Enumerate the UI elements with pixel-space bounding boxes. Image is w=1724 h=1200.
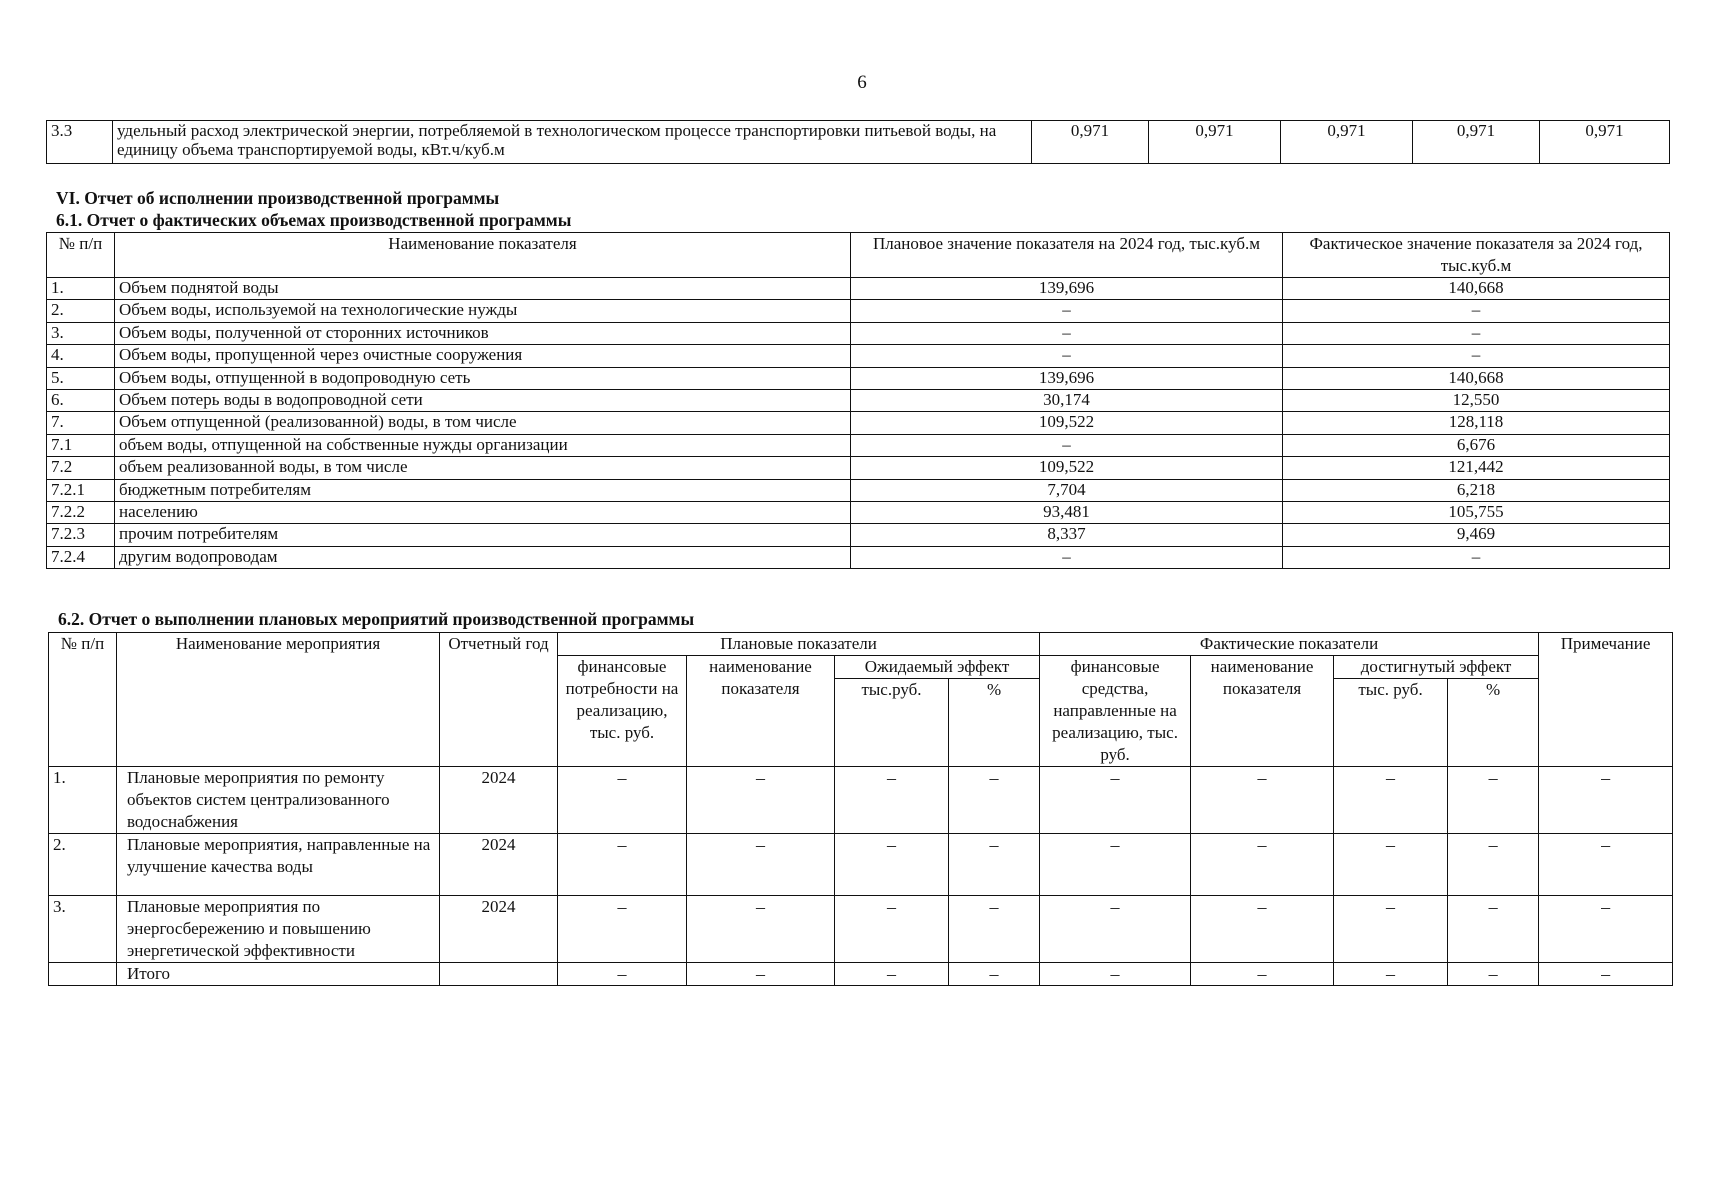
value-cell: – — [1539, 834, 1673, 896]
fact-value: 128,118 — [1283, 412, 1670, 434]
fact-value: – — [1283, 546, 1670, 568]
table-row — [49, 963, 1673, 986]
table-row — [47, 434, 1670, 456]
row-number: 7.2.1 — [47, 479, 115, 501]
fact-value: – — [1283, 345, 1670, 367]
table-row — [47, 121, 1670, 164]
report-year — [440, 963, 558, 986]
report-year: 2024 — [440, 896, 558, 963]
value-cell: – — [949, 834, 1040, 896]
row-number: 3. — [49, 896, 117, 963]
indicator-value: 0,971 — [1032, 121, 1149, 164]
table-header-row — [49, 633, 1673, 656]
row-number: 7.2 — [47, 457, 115, 479]
row-number: 5. — [47, 367, 115, 389]
value-cell: – — [558, 963, 687, 986]
table-row — [47, 546, 1670, 568]
subsection-title-6-1: 6.1. Отчет о фактических объемах производственной программы — [56, 210, 572, 230]
value-cell: – — [1191, 896, 1334, 963]
plan-value: 139,696 — [851, 367, 1283, 389]
table-row — [47, 389, 1670, 411]
row-number: 7.2.3 — [47, 524, 115, 546]
table-row — [49, 896, 1673, 963]
value-cell: – — [1334, 834, 1448, 896]
header-name: Наименование показателя — [115, 233, 851, 278]
value-cell: – — [1191, 834, 1334, 896]
indicator-value: 0,971 — [1540, 121, 1670, 164]
measure-name: Итого — [117, 963, 440, 986]
indicator-value: 0,971 — [1413, 121, 1540, 164]
header-fact-group: Фактические показатели — [1040, 633, 1539, 656]
report-year: 2024 — [440, 834, 558, 896]
header-fact-effect: достигнутый эффект — [1334, 656, 1539, 679]
table-row — [47, 412, 1670, 434]
value-cell: – — [558, 834, 687, 896]
header-year: Отчетный год — [440, 633, 558, 767]
fact-value: 9,469 — [1283, 524, 1670, 546]
row-number: 2. — [47, 300, 115, 322]
row-number: 7. — [47, 412, 115, 434]
value-cell: – — [687, 834, 835, 896]
indicator-name: Объем поднятой воды — [115, 278, 851, 300]
table-row — [47, 345, 1670, 367]
measure-name: Плановые мероприятия, направленные на улучшение качества воды — [117, 834, 440, 896]
header-plan: Плановое значение показателя на 2024 год, тыс.куб.м — [851, 233, 1283, 278]
indicator-name: Объем воды, используемой на технологические нужды — [115, 300, 851, 322]
fact-value: 121,442 — [1283, 457, 1670, 479]
value-cell: – — [1448, 767, 1539, 834]
value-cell: – — [1448, 963, 1539, 986]
fact-value: – — [1283, 322, 1670, 344]
indicator-name: Объем отпущенной (реализованной) воды, в том числе — [115, 412, 851, 434]
plan-value: 139,696 — [851, 278, 1283, 300]
table-row — [47, 524, 1670, 546]
header-fact-indicator: наименование показателя — [1191, 656, 1334, 767]
indicator-name: населению — [115, 501, 851, 523]
header-fact: Фактическое значение показателя за 2024 год, тыс.куб.м — [1283, 233, 1670, 278]
header-fact-rub: тыс. руб. — [1334, 679, 1448, 767]
row-number: 6. — [47, 389, 115, 411]
table-row — [49, 767, 1673, 834]
plan-value: 93,481 — [851, 501, 1283, 523]
value-cell: – — [1040, 834, 1191, 896]
header-name: Наименование мероприятия — [117, 633, 440, 767]
indicator-name: бюджетным потребителям — [115, 479, 851, 501]
indicator-name: объем реализованной воды, в том числе — [115, 457, 851, 479]
indicator-name: Объем воды, пропущенной через очистные сооружения — [115, 345, 851, 367]
indicator-name: удельный расход электрической энергии, потребляемой в технологическом процессе транспортировки питьевой воды, на единицу объема транспортируемой воды, кВт.ч/куб.м — [113, 121, 1032, 164]
plan-value: 8,337 — [851, 524, 1283, 546]
value-cell: – — [687, 896, 835, 963]
table-row — [47, 457, 1670, 479]
header-plan-pct: % — [949, 679, 1040, 767]
header-plan-effect: Ожидаемый эффект — [835, 656, 1040, 679]
header-plan-indicator: наименование показателя — [687, 656, 835, 767]
fact-value: 105,755 — [1283, 501, 1670, 523]
value-cell: – — [1334, 767, 1448, 834]
plan-value: 7,704 — [851, 479, 1283, 501]
table-row — [49, 834, 1673, 896]
subsection-title-6-2: 6.2. Отчет о выполнении плановых мероприятий производственной программы — [58, 609, 695, 629]
value-cell: – — [949, 896, 1040, 963]
indicator-name: объем воды, отпущенной на собственные нужды организации — [115, 434, 851, 456]
value-cell: – — [558, 767, 687, 834]
indicator-value: 0,971 — [1149, 121, 1281, 164]
measure-name: Плановые мероприятия по ремонту объектов систем централизованного водоснабжения — [117, 767, 440, 834]
value-cell: – — [1191, 767, 1334, 834]
row-number: 3.3 — [47, 121, 113, 164]
row-number: 7.2.2 — [47, 501, 115, 523]
value-cell: – — [835, 896, 949, 963]
value-cell: – — [1040, 963, 1191, 986]
report-year: 2024 — [440, 767, 558, 834]
table-row — [47, 278, 1670, 300]
value-cell: – — [1334, 896, 1448, 963]
table-6-1 — [46, 232, 1670, 569]
plan-value: 109,522 — [851, 412, 1283, 434]
value-cell: – — [687, 767, 835, 834]
fact-value: – — [1283, 300, 1670, 322]
value-cell: – — [1040, 767, 1191, 834]
header-plan-group: Плановые показатели — [558, 633, 1040, 656]
value-cell: – — [835, 834, 949, 896]
table-row — [47, 501, 1670, 523]
indicator-name: Объем воды, отпущенной в водопроводную сеть — [115, 367, 851, 389]
row-number: 1. — [47, 278, 115, 300]
row-number: 2. — [49, 834, 117, 896]
indicator-name: Объем воды, полученной от сторонних источников — [115, 322, 851, 344]
plan-value: – — [851, 345, 1283, 367]
plan-value: 109,522 — [851, 457, 1283, 479]
page-number: 6 — [857, 72, 867, 93]
value-cell: – — [1334, 963, 1448, 986]
header-note: Примечание — [1539, 633, 1673, 767]
fact-value: 6,218 — [1283, 479, 1670, 501]
table-row — [47, 300, 1670, 322]
table-header-row — [47, 233, 1670, 278]
plan-value: – — [851, 322, 1283, 344]
value-cell: – — [835, 963, 949, 986]
section-title: VI. Отчет об исполнении производственной программы — [56, 188, 500, 208]
indicator-name: прочим потребителям — [115, 524, 851, 546]
header-plan-fin: финансовые потребности на реализацию, тыс. руб. — [558, 656, 687, 767]
plan-value: 30,174 — [851, 389, 1283, 411]
row-number — [49, 963, 117, 986]
header-num: № п/п — [47, 233, 115, 278]
plan-value: – — [851, 300, 1283, 322]
measure-name: Плановые мероприятия по энергосбережению и повышению энергетической эффективности — [117, 896, 440, 963]
value-cell: – — [1191, 963, 1334, 986]
plan-value: – — [851, 546, 1283, 568]
header-fact-pct: % — [1448, 679, 1539, 767]
value-cell: – — [1040, 896, 1191, 963]
table-row — [47, 367, 1670, 389]
indicator-name: Объем потерь воды в водопроводной сети — [115, 389, 851, 411]
value-cell: – — [835, 767, 949, 834]
value-cell: – — [1448, 834, 1539, 896]
table-row — [47, 479, 1670, 501]
value-cell: – — [1539, 963, 1673, 986]
row-number: 7.2.4 — [47, 546, 115, 568]
value-cell: – — [558, 896, 687, 963]
value-cell: – — [1539, 767, 1673, 834]
fact-value: 6,676 — [1283, 434, 1670, 456]
table-row — [47, 322, 1670, 344]
value-cell: – — [949, 963, 1040, 986]
indicator-value: 0,971 — [1281, 121, 1413, 164]
indicator-name: другим водопроводам — [115, 546, 851, 568]
value-cell: – — [1448, 896, 1539, 963]
header-plan-rub: тыс.руб. — [835, 679, 949, 767]
fact-value: 140,668 — [1283, 367, 1670, 389]
fact-value: 140,668 — [1283, 278, 1670, 300]
row-number: 3. — [47, 322, 115, 344]
indicator-table-row-3-3 — [46, 120, 1670, 164]
value-cell: – — [1539, 896, 1673, 963]
header-num: № п/п — [49, 633, 117, 767]
plan-value: – — [851, 434, 1283, 456]
table-6-2 — [48, 632, 1673, 986]
value-cell: – — [949, 767, 1040, 834]
value-cell: – — [687, 963, 835, 986]
header-fact-fin: финансовые средства, направленные на реализацию, тыс. руб. — [1040, 656, 1191, 767]
fact-value: 12,550 — [1283, 389, 1670, 411]
row-number: 1. — [49, 767, 117, 834]
row-number: 7.1 — [47, 434, 115, 456]
row-number: 4. — [47, 345, 115, 367]
